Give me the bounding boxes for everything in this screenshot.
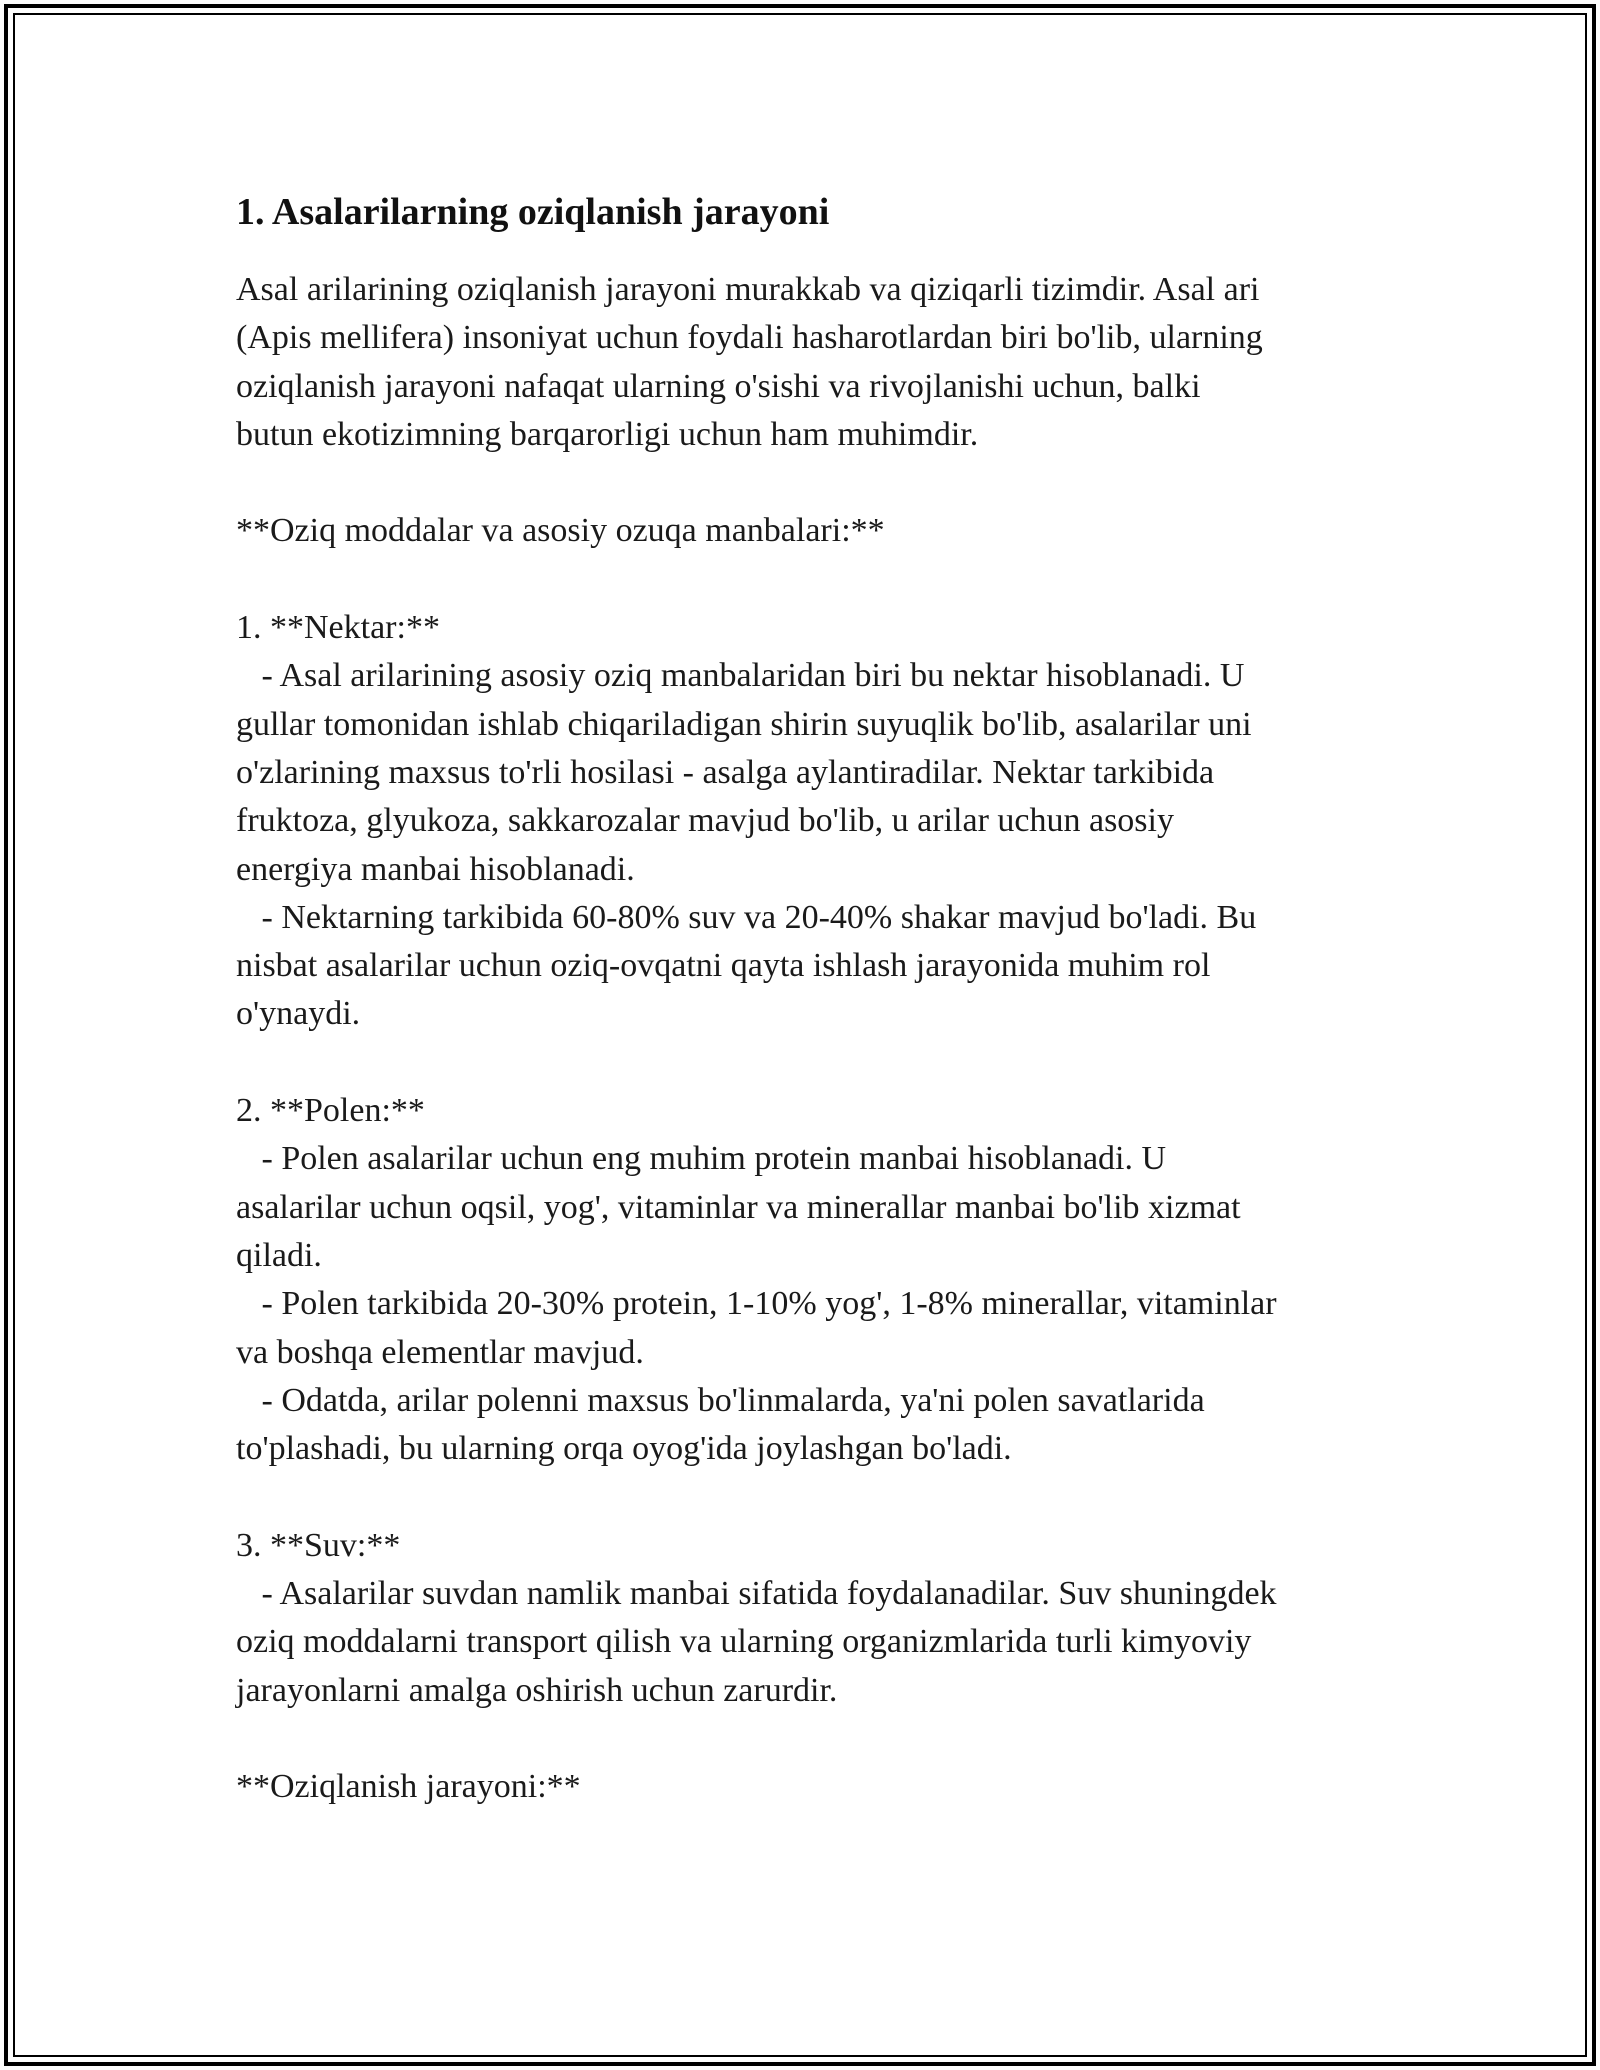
- section-heading: 1. Asalarilarning oziqlanish jarayoni: [236, 191, 830, 233]
- body-text: Asal arilarining oziqlanish jarayoni murakkab va qiziqarli tizimdir. Asal ari (Apis mellifera) insoniyat uchun foydali hasharotlardan biri bo'lib, ularning oziqlanish jarayoni nafaqat ularning o'sishi va rivojlanishi uchun, balki butun ekotizimning barqarorligi uchun ham muhimdir. **Oziq moddalar va asosiy ozuqa manbalari:** 1. **Nektar:** - Asal arilarining asosiy oziq manbalaridan biri bu nektar hisoblanadi. U gullar tomonidan ishlab chiqariladigan shirin suyuqlik bo'lib, asalarilar uni o'zlarining maxsus to'rli hosilasi - asalga aylantiradilar. Nektar tarkibida fruktoza, glyukoza, sakkarozalar mavjud bo'lib, u arilar uchun asosiy energiya manbai hisoblanadi. - Nektarning tarkibida 60-80% suv va 20-40% shakar mavjud bo'ladi. Bu nisbat asalarilar uchun oziq-ovqatni qayta ishlash jarayonida muhim rol o'ynaydi. 2. **Polen:** - Polen asalarilar uchun eng muhim protein manbai hisoblanadi. U asalarilar uchun oqsil, yog', vitaminlar va minerallar manbai bo'lib xizmat qiladi. - Polen tarkibida 20-30% protein, 1-10% yog', 1-8% minerallar, vitaminlar va boshqa elementlar mavjud. - Odatda, arilar polenni maxsus bo'linmalarda, ya'ni polen savatlarida to'plashadi, bu ularning orqa oyog'ida joylashgan bo'ladi. 3. **Suv:** - Asalarilar suvdan namlik manbai sifatida foydalanadilar. Suv shuningdek oziq moddalarni transport qilish va ularning organizmlarida turli kimyoviy jarayonlarni amalga oshirish uchun zarurdir. **Oziqlanish jarayoni:**: [236, 271, 1277, 1806]
- document-content: [236, 186, 1376, 1812]
